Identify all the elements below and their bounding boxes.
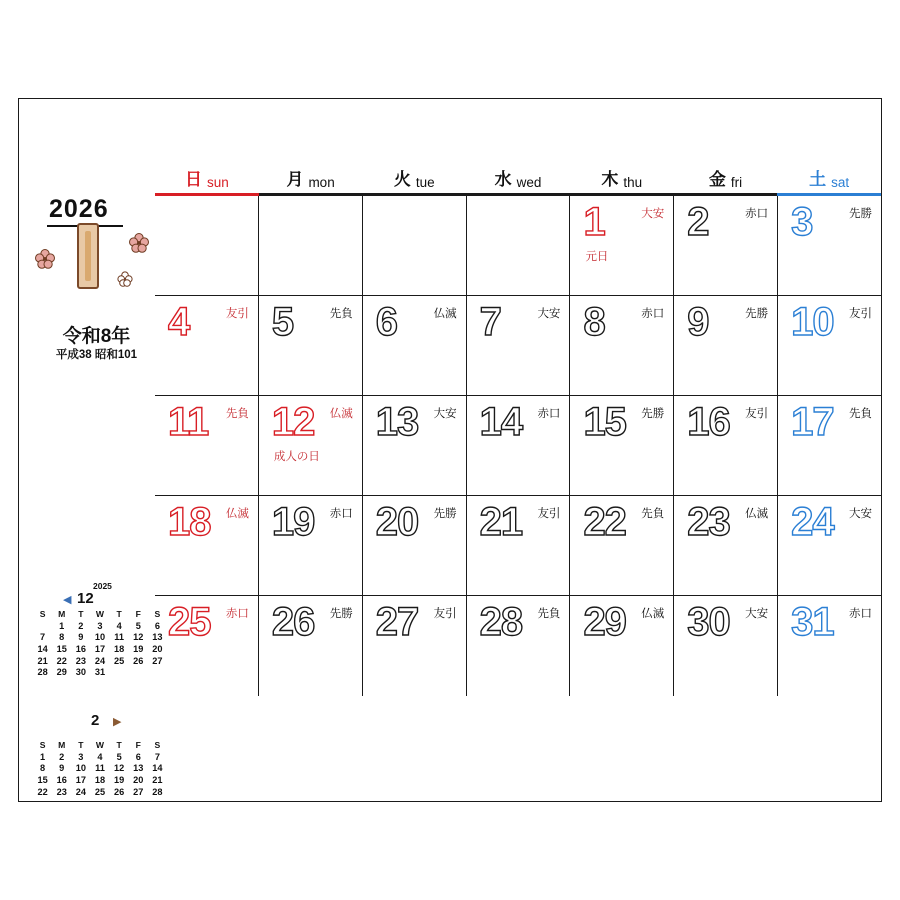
day-number: 18 (168, 500, 211, 544)
day-cell[interactable] (258, 496, 362, 595)
mini-day-cell[interactable]: 12 (114, 763, 125, 774)
mini-day-cell[interactable]: 14 (152, 763, 163, 774)
day-cell-empty (258, 196, 362, 295)
mini-day-cell[interactable]: 13 (152, 632, 163, 643)
rokuyo-label: 赤口 (329, 508, 353, 520)
mini-day-cell[interactable]: 7 (40, 632, 46, 643)
mini-dow-0: S (39, 609, 46, 620)
rokuyo-label: 先勝 (433, 508, 457, 520)
day-number: 31 (791, 600, 834, 644)
mini-day-cell[interactable]: 28 (37, 667, 48, 678)
mini-day-cell[interactable]: 5 (116, 751, 122, 762)
mini-dow-2: T (78, 740, 84, 751)
weekday-en-wed: wed (516, 175, 542, 190)
day-number: 6 (375, 300, 397, 344)
rokuyo-label: 大安 (537, 308, 561, 320)
mini-day-cell[interactable]: 11 (95, 763, 105, 774)
day-cell[interactable] (466, 396, 570, 495)
rokuyo-label: 先勝 (849, 208, 873, 220)
rokuyo-label: 大安 (745, 608, 769, 620)
mini-day-cell[interactable]: 16 (56, 775, 67, 786)
day-number: 23 (687, 500, 730, 544)
mini-day-cell[interactable]: 30 (75, 667, 86, 678)
mini-day-cell[interactable]: 14 (37, 644, 48, 655)
day-number: 5 (271, 300, 294, 344)
rokuyo-label: 仏滅 (225, 508, 249, 520)
mini-day-cell[interactable]: 27 (152, 655, 163, 666)
main-calendar (155, 99, 881, 801)
mini-next-body (33, 752, 167, 798)
day-cell[interactable] (673, 196, 777, 295)
week-row (155, 396, 881, 496)
rokuyo-label: 仏滅 (641, 608, 665, 620)
rokuyo-label: 赤口 (225, 608, 249, 620)
day-cell[interactable] (258, 396, 362, 495)
mini-day-cell[interactable]: 9 (78, 632, 84, 643)
mini-week-row (33, 763, 167, 775)
mini-day-cell-empty (33, 621, 52, 633)
mini-day-cell[interactable]: 21 (37, 655, 48, 666)
mini-dow-3: W (95, 740, 105, 751)
mini-day-cell[interactable]: 27 (133, 786, 144, 797)
day-cell[interactable] (466, 596, 570, 696)
weekday-en-sun: sun (206, 175, 229, 190)
mini-day-cell[interactable]: 17 (75, 775, 86, 786)
rokuyo-label: 先勝 (745, 308, 769, 320)
day-cell[interactable] (155, 596, 258, 696)
rokuyo-label: 先負 (537, 608, 561, 620)
mini-day-cell[interactable]: 15 (37, 775, 48, 786)
weekday-en-sat: sat (831, 175, 850, 190)
day-cell[interactable] (777, 596, 881, 696)
weekday-jp-mon: 月 (286, 170, 304, 189)
rokuyo-label: 先負 (641, 508, 665, 520)
day-cell[interactable] (466, 296, 570, 395)
weekday-header-wed (466, 165, 570, 193)
day-number: 29 (583, 600, 626, 644)
rokuyo-label: 先負 (329, 308, 353, 320)
day-cell[interactable] (673, 496, 777, 595)
mini-dow-4: T (116, 609, 122, 620)
mini-next-grid (33, 740, 167, 798)
day-number: 10 (791, 300, 834, 344)
weekday-jp-fri: 金 (708, 170, 726, 189)
mini-dow-1: M (58, 609, 66, 620)
mini-dow-5: F (135, 740, 141, 751)
day-cell[interactable] (362, 296, 466, 395)
day-cell[interactable] (777, 396, 881, 495)
day-cell[interactable] (155, 496, 258, 595)
day-number: 13 (375, 400, 419, 444)
day-number: 11 (168, 400, 209, 444)
rokuyo-label: 友引 (433, 608, 457, 620)
rokuyo-label: 友引 (225, 308, 249, 320)
day-number: 15 (583, 400, 626, 444)
mini-prev-year: 2025 (93, 581, 112, 591)
day-number: 3 (791, 200, 813, 244)
mini-day-cell[interactable]: 24 (94, 655, 106, 666)
mini-day-cell[interactable]: 4 (97, 751, 103, 762)
day-cell[interactable] (569, 296, 673, 395)
rokuyo-label: 先勝 (641, 408, 665, 420)
year-label: 2026 (49, 195, 109, 223)
day-cell[interactable] (362, 496, 466, 595)
mini-day-cell[interactable]: 20 (133, 775, 144, 786)
mini-day-cell[interactable]: 8 (40, 763, 46, 774)
day-number: 9 (687, 300, 709, 344)
weekday-jp-sun: 日 (184, 170, 202, 189)
rokuyo-label: 赤口 (745, 208, 769, 220)
day-cell[interactable] (673, 296, 777, 395)
mini-week-row (33, 621, 167, 633)
mini-dow-6: S (154, 740, 161, 751)
rokuyo-label: 友引 (745, 408, 769, 420)
rokuyo-label: 大安 (433, 408, 457, 420)
mini-day-cell[interactable]: 20 (152, 644, 163, 655)
mini-day-cell[interactable]: 6 (154, 620, 160, 631)
rokuyo-label: 仏滅 (745, 508, 769, 520)
mini-day-cell[interactable]: 10 (94, 632, 106, 643)
event-label: 成人の日 (273, 451, 320, 463)
mini-next-dow-row (33, 740, 167, 752)
rokuyo-label: 大安 (641, 208, 665, 220)
mini-day-cell[interactable]: 31 (94, 667, 106, 678)
day-cell[interactable] (569, 396, 673, 495)
rokuyo-label: 仏滅 (329, 408, 353, 420)
rokuyo-label: 赤口 (537, 408, 561, 420)
mini-day-cell[interactable]: 29 (56, 667, 67, 678)
weekday-jp-sat: 土 (809, 170, 827, 189)
mini-dow-5: F (135, 609, 141, 620)
day-number: 16 (687, 400, 730, 444)
mini-day-cell[interactable]: 3 (97, 620, 103, 631)
mini-day-cell[interactable]: 16 (75, 644, 86, 655)
day-cell-empty (362, 196, 466, 295)
mini-day-cell[interactable]: 26 (133, 655, 144, 666)
mini-week-row (33, 752, 167, 764)
day-number: 19 (271, 500, 315, 544)
week-row (155, 496, 881, 596)
weekday-header-thu (570, 165, 674, 193)
mini-week-row (33, 667, 167, 679)
day-number: 1 (583, 200, 605, 244)
mini-next-header (33, 712, 167, 740)
plum-bud-icon (117, 271, 133, 287)
mini-day-cell[interactable]: 12 (133, 632, 144, 643)
mini-day-cell[interactable]: 13 (133, 763, 144, 774)
era-secondary-label: 平成38 昭和101 (55, 349, 138, 361)
day-number: 12 (271, 400, 315, 444)
mini-day-cell[interactable]: 15 (56, 644, 67, 655)
day-cell[interactable] (155, 396, 258, 495)
weekday-header-fri (674, 165, 778, 193)
left-panel (19, 99, 163, 801)
mini-prev-grid (33, 609, 167, 679)
mini-day-cell[interactable]: 26 (114, 786, 125, 797)
mini-dow-3: W (95, 609, 105, 620)
day-cell[interactable] (466, 496, 570, 595)
weekday-header (155, 165, 881, 193)
weekday-header-tue (362, 165, 466, 193)
mini-calendar-previous[interactable] (33, 581, 167, 679)
day-number: 20 (375, 500, 419, 544)
mini-week-row (33, 644, 167, 656)
mini-dow-4: T (116, 740, 122, 751)
event-label: 元日 (585, 251, 609, 263)
mini-day-cell[interactable]: 2 (59, 751, 65, 762)
rokuyo-label: 先勝 (329, 608, 353, 620)
mini-day-cell[interactable]: 1 (59, 620, 65, 631)
rokuyo-label: 仏滅 (433, 308, 457, 320)
day-number: 8 (583, 300, 605, 344)
mini-day-cell[interactable]: 9 (59, 763, 65, 774)
mini-day-cell[interactable]: 4 (116, 620, 122, 631)
day-cell[interactable] (673, 596, 777, 696)
day-number: 25 (168, 600, 211, 644)
day-cell[interactable] (569, 196, 673, 295)
mini-week-row (33, 655, 167, 667)
mini-day-cell[interactable]: 5 (135, 620, 141, 631)
plum-blossom-icon (35, 249, 55, 269)
mini-dow-2: T (78, 609, 84, 620)
day-number: 30 (687, 600, 730, 644)
weekday-en-fri: fri (730, 175, 743, 190)
rokuyo-label: 大安 (849, 508, 873, 520)
day-cell[interactable] (569, 496, 673, 595)
mini-day-cell[interactable]: 18 (94, 775, 106, 786)
chevron-left-icon[interactable]: ◀ (63, 594, 72, 606)
mini-week-row (33, 632, 167, 644)
day-cell[interactable] (362, 396, 466, 495)
mini-dow-6: S (154, 609, 161, 620)
day-number: 4 (168, 300, 190, 344)
mini-day-cell[interactable]: 22 (56, 655, 67, 666)
week-row (155, 196, 881, 296)
month-numeral-inner (85, 231, 91, 281)
mini-day-cell[interactable]: 8 (59, 632, 65, 643)
mini-day-cell[interactable]: 23 (56, 786, 67, 797)
mini-next-month: 2 (91, 712, 100, 729)
weekday-jp-tue: 火 (393, 170, 411, 189)
mini-day-cell[interactable]: 6 (135, 751, 141, 762)
day-cell[interactable] (362, 596, 466, 696)
day-cell[interactable] (777, 496, 881, 595)
rokuyo-label: 友引 (849, 308, 873, 320)
day-number: 14 (479, 400, 523, 444)
week-row (155, 596, 881, 696)
mini-day-cell[interactable]: 2 (78, 620, 84, 631)
day-number: 7 (479, 300, 501, 344)
mini-day-cell-empty (110, 667, 129, 679)
mini-dow-0: S (39, 740, 46, 751)
rokuyo-label: 先負 (849, 408, 873, 420)
weekday-en-mon: mon (308, 175, 335, 190)
mini-day-cell[interactable]: 25 (94, 786, 106, 797)
day-number: 27 (375, 600, 419, 644)
mini-day-cell[interactable]: 19 (133, 644, 144, 655)
day-cell[interactable] (258, 296, 362, 395)
mini-day-cell[interactable]: 1 (40, 751, 46, 762)
mini-day-cell[interactable]: 22 (37, 786, 48, 797)
plum-blossom-icon (129, 233, 149, 253)
rokuyo-label: 先負 (225, 408, 249, 420)
day-cell[interactable] (777, 296, 881, 395)
weekday-jp-thu: 木 (601, 170, 619, 189)
mini-day-cell[interactable]: 7 (154, 751, 160, 762)
day-number: 21 (479, 500, 523, 544)
chevron-right-icon[interactable]: ▶ (113, 716, 122, 728)
day-cell[interactable] (673, 396, 777, 495)
day-number: 17 (791, 400, 834, 444)
day-cell[interactable] (258, 596, 362, 696)
mini-day-cell[interactable]: 3 (78, 751, 84, 762)
day-cell-empty (155, 196, 258, 295)
era-year-label: 令和8年 (62, 326, 131, 347)
mini-day-cell[interactable]: 25 (114, 655, 125, 666)
mini-prev-header (33, 581, 167, 609)
weekday-en-thu: thu (623, 175, 643, 190)
mini-day-cell[interactable]: 24 (75, 786, 86, 797)
mini-prev-month: 12 (77, 590, 94, 607)
rokuyo-label: 友引 (537, 508, 561, 520)
day-number: 22 (583, 500, 626, 544)
mini-day-cell[interactable]: 11 (114, 632, 124, 643)
mini-day-cell[interactable]: 23 (75, 655, 86, 666)
mini-day-cell[interactable]: 17 (94, 644, 106, 655)
mini-day-cell[interactable]: 28 (152, 786, 163, 797)
mini-day-cell[interactable]: 10 (75, 763, 86, 774)
day-cell[interactable] (777, 196, 881, 295)
mini-calendar-next[interactable] (33, 712, 167, 798)
day-cell-empty (466, 196, 570, 295)
weekday-header-sun (155, 165, 259, 193)
day-cell[interactable] (569, 596, 673, 696)
rokuyo-label: 赤口 (849, 608, 873, 620)
weekday-header-sat (777, 165, 881, 193)
mini-day-cell-empty (129, 667, 148, 679)
mini-day-cell[interactable]: 19 (114, 775, 125, 786)
mini-dow-1: M (58, 740, 66, 751)
week-rows (155, 196, 881, 801)
weekday-en-tue: tue (415, 175, 435, 190)
month-numeral-graphic (77, 223, 99, 289)
rokuyo-label: 赤口 (641, 308, 665, 320)
mini-week-row (33, 786, 167, 798)
day-number: 2 (687, 200, 709, 244)
weekday-jp-wed: 水 (494, 170, 512, 189)
week-row (155, 296, 881, 396)
weekday-header-mon (259, 165, 363, 193)
mini-day-cell[interactable]: 21 (152, 775, 163, 786)
mini-day-cell[interactable]: 18 (114, 644, 125, 655)
day-number: 26 (271, 600, 315, 644)
day-number: 24 (791, 500, 834, 544)
mini-week-row (33, 775, 167, 787)
mini-prev-body (33, 621, 167, 679)
day-cell[interactable] (155, 296, 258, 395)
day-number: 28 (479, 600, 523, 644)
mini-prev-dow-row (33, 609, 167, 621)
